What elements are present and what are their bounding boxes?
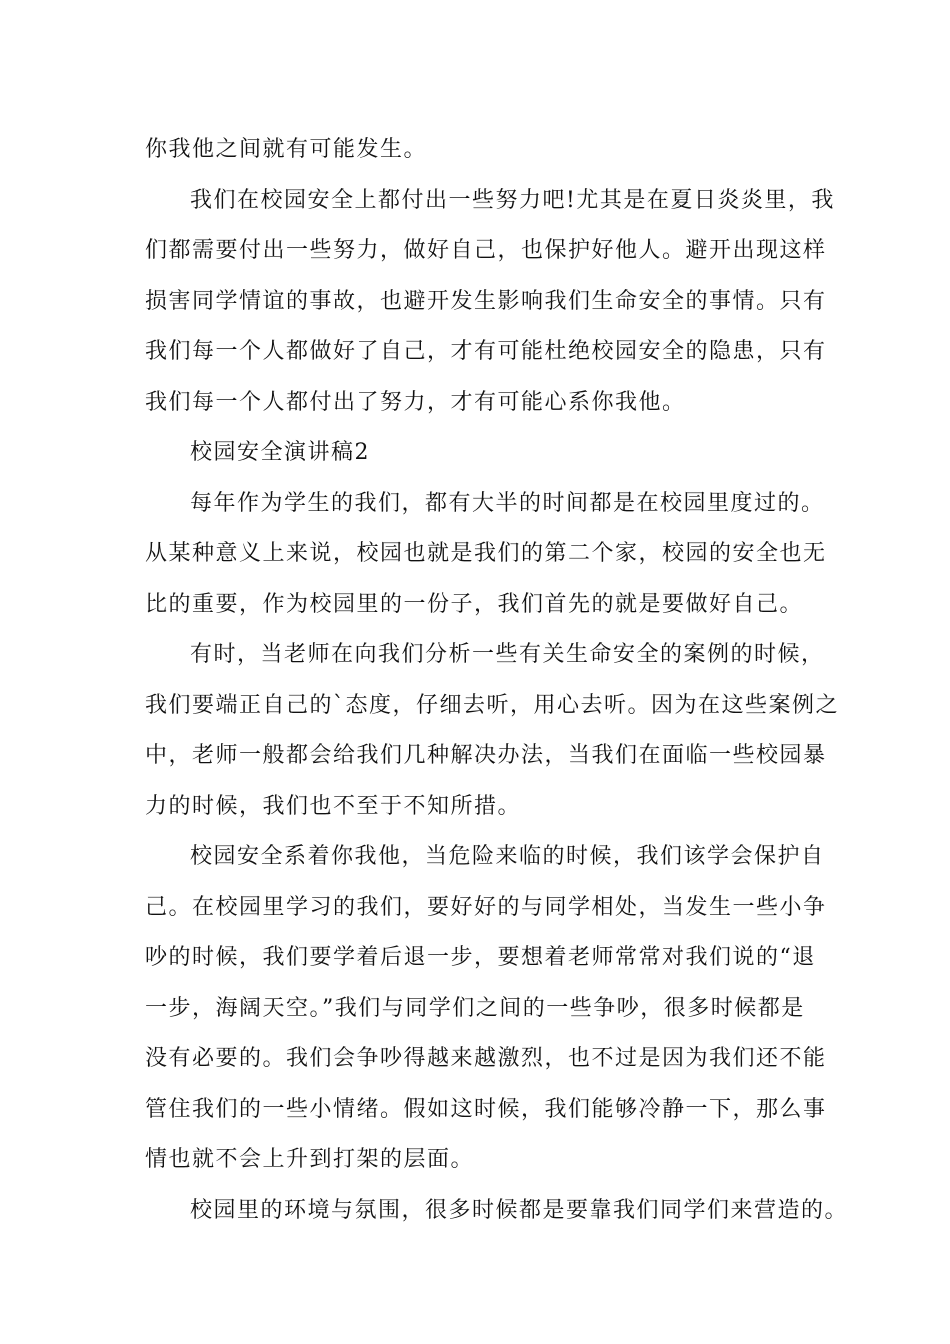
paragraph-3 (145, 479, 827, 631)
text-line: 中，老师一般都会给我们几种解决办法，当我们在面临一些校园暴 (145, 743, 827, 768)
text-line: 们都需要付出一些努力，做好自己，也保护好他人。避开出现这样 (145, 238, 827, 263)
text-line: 一步，海阔天空。”我们与同学们之间的一些争吵，很多时候都是 (145, 995, 805, 1021)
text-line: 每年作为学生的我们，都有大半的时间都是在校园里度过的。 (190, 490, 825, 516)
paragraph-5 (145, 832, 827, 1186)
text-line: 我们要端正自己的`态度，仔细去听，用心去听。因为在这些案例之 (145, 692, 840, 718)
document-body (145, 125, 849, 1236)
text-line: 有时，当老师在向我们分析一些有关生命安全的案例的时候， (190, 642, 825, 667)
text-line: 吵的时候，我们要学着后退一步，要想着老师常常对我们说的“退 (145, 945, 816, 970)
text-line: 没有必要的。我们会争吵得越来越激烈，也不过是因为我们还不能 (145, 1046, 827, 1071)
text-line: 我们每一个人都做好了自己，才有可能杜绝校园安全的隐患，只有 (145, 339, 827, 364)
paragraph-2 (145, 176, 835, 429)
section-heading (145, 428, 815, 479)
paragraph-6 (145, 1186, 849, 1237)
text-line: 己。在校园里学习的我们，要好好的与同学相处，当发生一些小争 (145, 894, 827, 920)
text-line: 情也就不会上升到打架的层面。 (145, 1147, 475, 1172)
text-line: 你我他之间就有可能发生。 (145, 137, 428, 162)
paragraph-4 (145, 630, 840, 832)
paragraph-1 (145, 125, 815, 176)
text-line: 我们在校园安全上都付出一些努力吧!尤其是在夏日炎炎里，我 (190, 187, 835, 213)
text-line: 管住我们的一些小情绪。假如这时候，我们能够冷静一下，那么事 (145, 1096, 827, 1122)
text-line: 比的重要，作为校园里的一份子，我们首先的就是要做好自己。 (145, 591, 804, 617)
text-line: 校园里的环境与氛围，很多时候都是要靠我们同学们来营造的。 (190, 1197, 849, 1223)
section-title: 校园安全演讲稿2 (190, 440, 370, 465)
text-line: 我们每一个人都付出了努力，才有可能心系你我他。 (145, 389, 686, 415)
text-line: 校园安全系着你我他，当危险来临的时候，我们该学会保护自 (190, 844, 825, 869)
text-line: 从某种意义上来说，校园也就是我们的第二个家，校园的安全也无 (145, 541, 827, 566)
text-line: 损害同学情谊的事故，也避开发生影响我们生命安全的事情。只有 (145, 288, 827, 314)
text-line: 力的时候，我们也不至于不知所措。 (145, 793, 522, 819)
